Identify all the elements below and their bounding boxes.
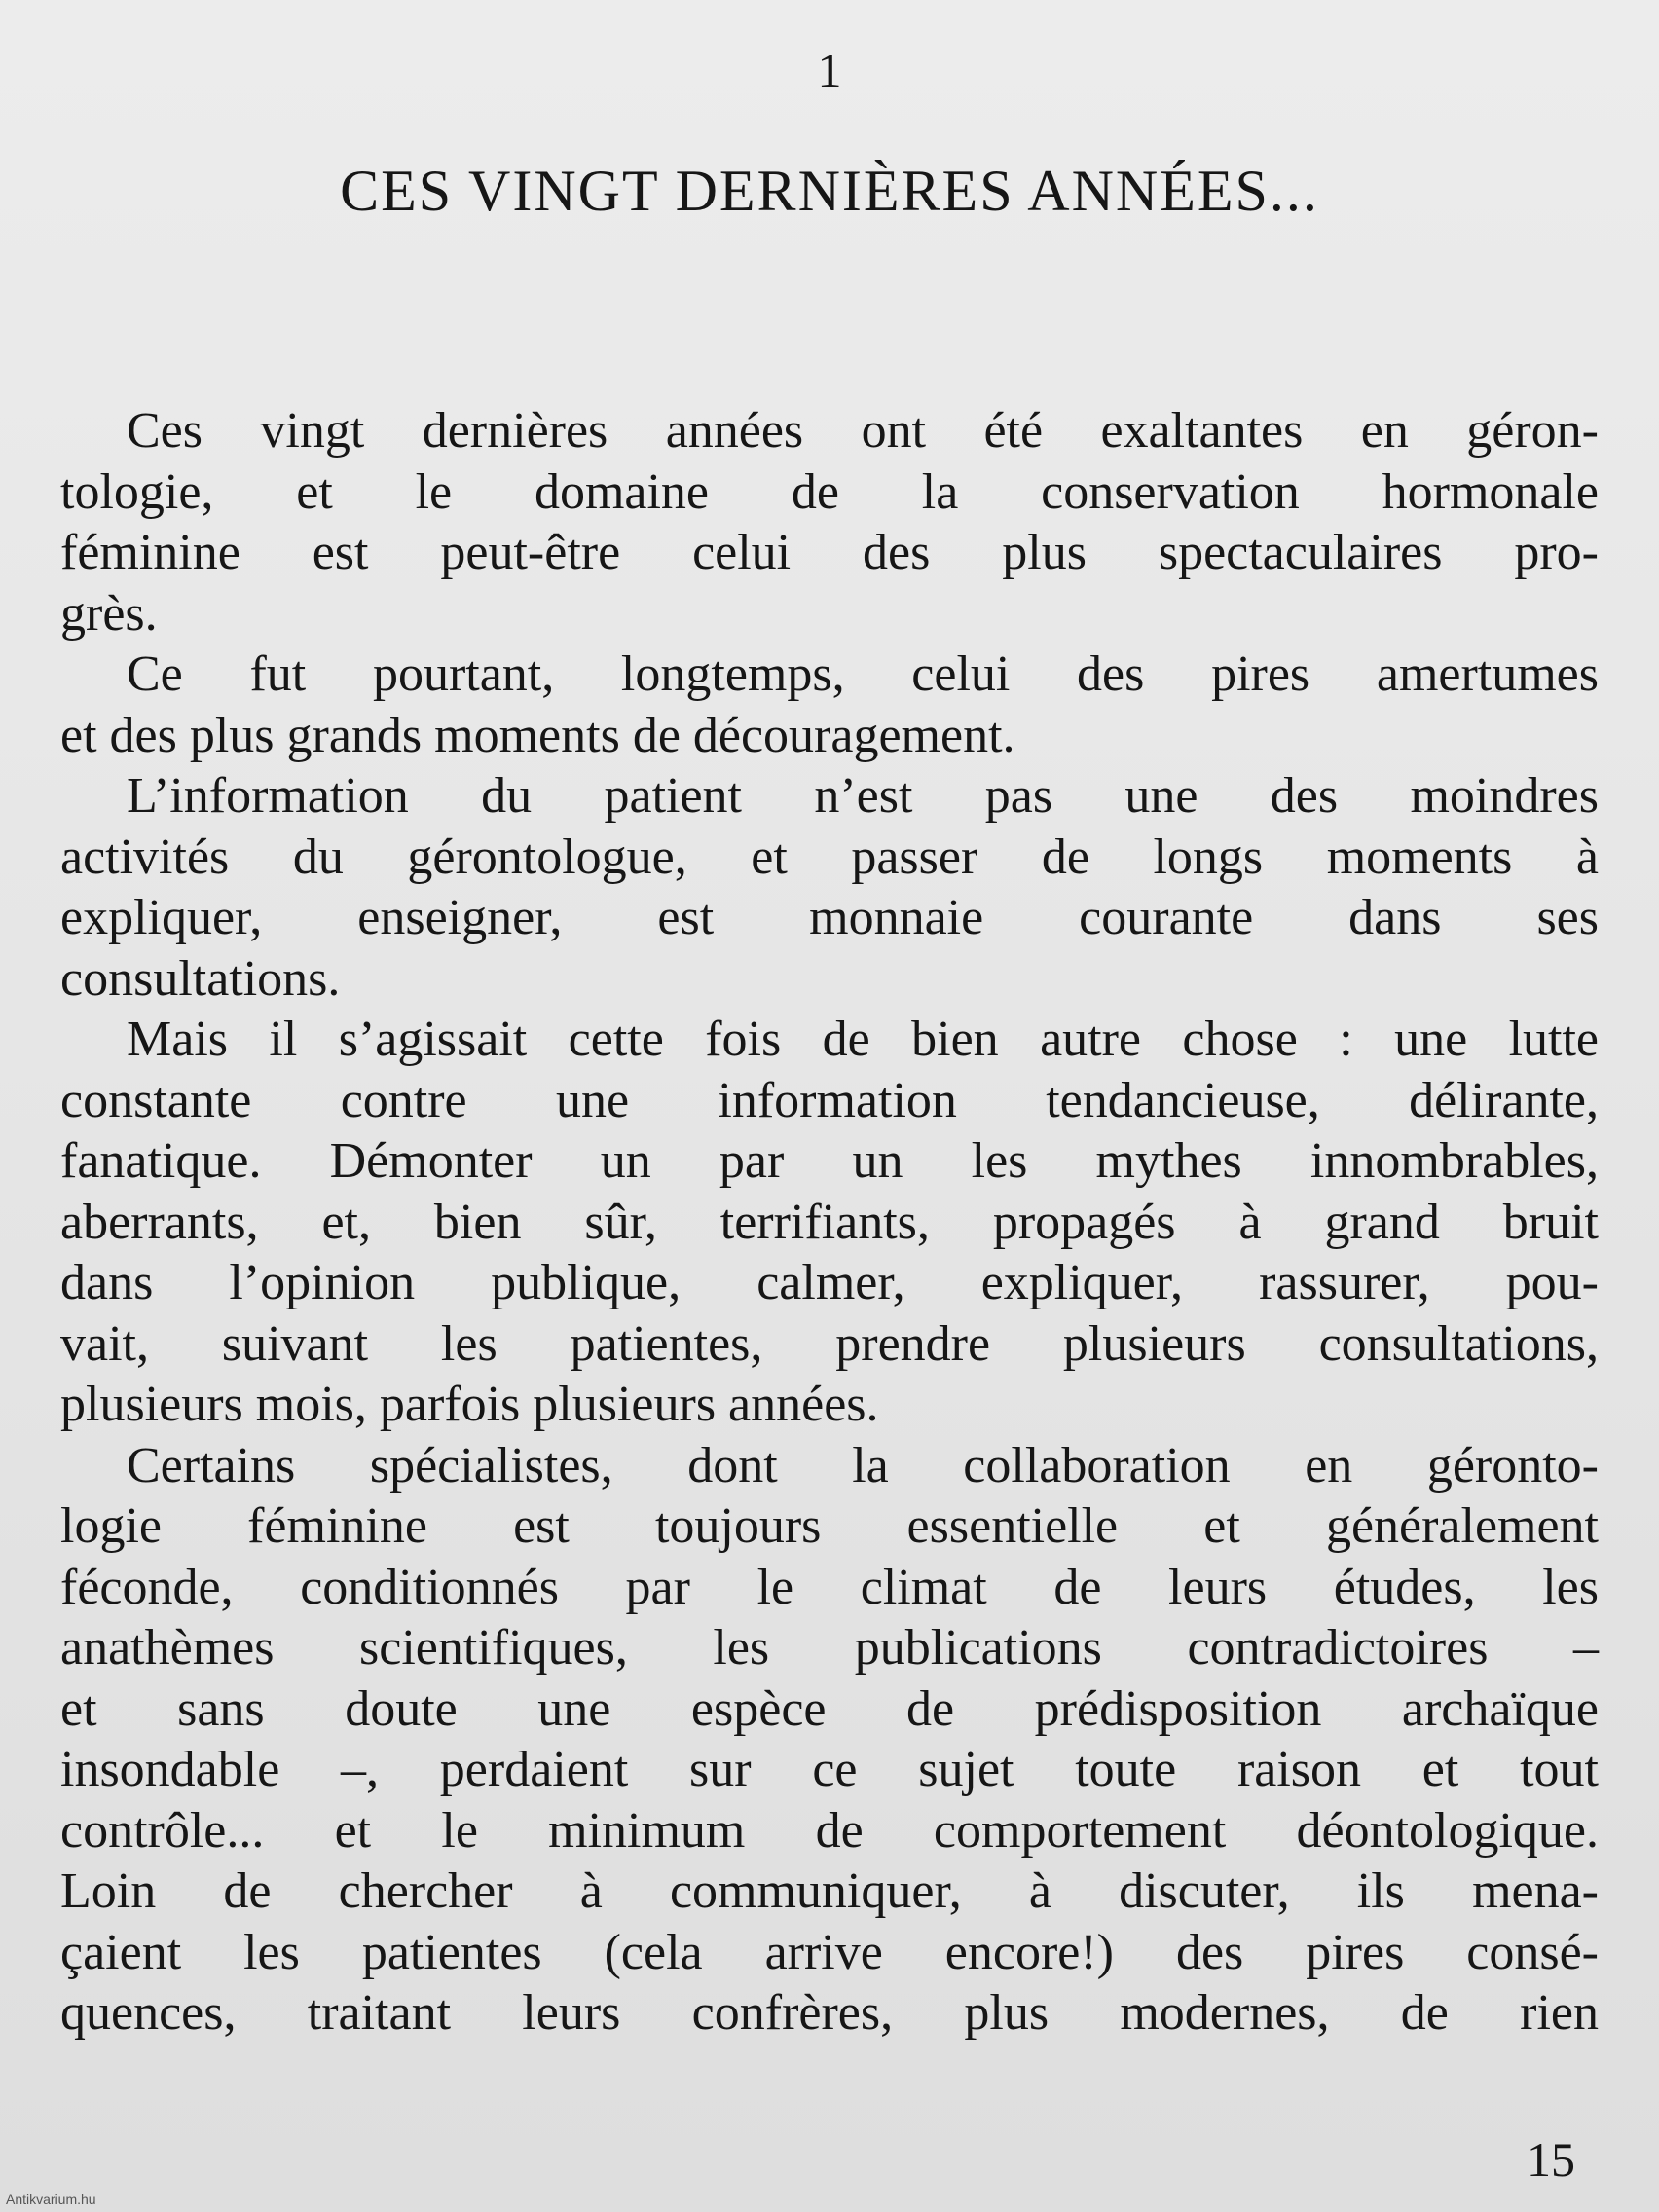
watermark: Antikvarium.hu	[6, 2192, 96, 2207]
text-line: féminine est peut-être celui des plus spectaculaires pro-	[60, 525, 1599, 580]
text-line: et sans doute une espèce de prédisposition archaïque	[60, 1680, 1599, 1737]
page-number: 15	[1527, 2132, 1575, 2187]
text-line: féconde, conditionnés par le climat de leurs études, les	[60, 1559, 1599, 1615]
text-line: expliquer, enseigner, est monnaie courante dans ses	[60, 890, 1599, 945]
text-line: Mais il s’agissait cette fois de bien autre chose : une lutte	[127, 1012, 1599, 1067]
text-line: aberrants, et, bien sûr, terrifiants, propagés à grand bruit	[60, 1194, 1599, 1250]
text-line: dans l’opinion publique, calmer, expliquer, rassurer, pou-	[60, 1255, 1599, 1310]
chapter-title: CES VINGT DERNIÈRES ANNÉES...	[340, 159, 1319, 223]
text-line: quences, traitant leurs confrères, plus modernes, de rien	[60, 1985, 1599, 2041]
text-line: contrôle... et le minimum de comportement déontologique.	[60, 1802, 1599, 1859]
text-line: L’information du patient n’est pas une des moindres	[127, 768, 1599, 824]
text-line: grès.	[60, 585, 158, 642]
text-line: activités du gérontologue, et passer de longs moments à	[60, 829, 1599, 885]
text-line: Loin de chercher à communiquer, à discuter, ils mena-	[60, 1863, 1599, 1919]
chapter-number: 1	[817, 43, 842, 97]
text-line: Certains spécialistes, dont la collaboration en géronto-	[127, 1437, 1599, 1493]
text-line: Ces vingt dernières années ont été exaltantes en géron-	[127, 403, 1599, 459]
text-line: insondable –, perdaient sur ce sujet toute raison et tout	[60, 1742, 1599, 1797]
body-text	[60, 401, 1599, 2045]
text-line: çaient les patientes (cela arrive encore!) des pires consé-	[60, 1924, 1599, 1980]
text-line: Ce fut pourtant, longtemps, celui des pires amertumes	[127, 646, 1599, 702]
text-line: constante contre une information tendancieuse, délirante,	[60, 1072, 1599, 1128]
text-line: tologie, et le domaine de la conservation hormonale	[60, 463, 1599, 520]
text-line: vait, suivant les patientes, prendre plusieurs consultations,	[60, 1315, 1599, 1372]
text-line: logie féminine est toujours essentielle et généralement	[60, 1498, 1599, 1554]
text-line: plusieurs mois, parfois plusieurs années.	[60, 1377, 879, 1432]
text-line: consultations.	[60, 950, 341, 1007]
text-line: fanatique. Démonter un par un les mythes innombrables,	[60, 1133, 1599, 1189]
text-line: et des plus grands moments de découragement.	[60, 707, 1015, 763]
text-line: anathèmes scientifiques, les publications contradictoires –	[60, 1620, 1599, 1676]
